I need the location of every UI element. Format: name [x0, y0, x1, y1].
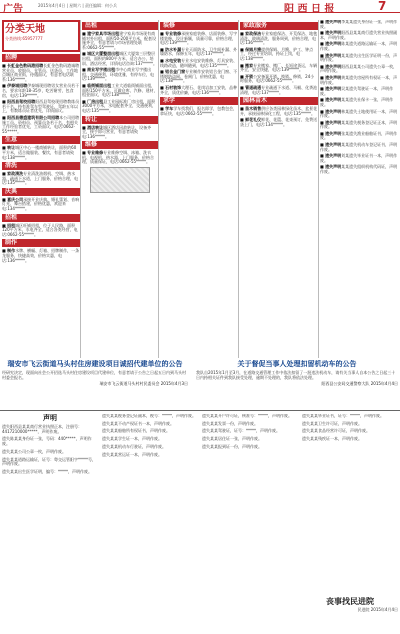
classified-item: [2, 198, 80, 212]
item-lead: ■ 遗失声明: [320, 97, 342, 103]
ad-photo: [90, 167, 150, 193]
lost-notices-column-4: [302, 414, 398, 614]
lost-notices-column-3: [202, 414, 298, 614]
lost-notice: 遗失某某卫生许可证，声明作废。: [302, 420, 362, 426]
item-text: 本公司招聘施工员、资料员、预算员各若干名，有相关工作经验者优先，工资面议，电话:0662-55*****。: [2, 114, 80, 134]
item-text: 刘某遗失毕业证书一本，声明作废。: [320, 153, 398, 163]
item-text: 城区中心一楼商铺转让，面积约60平方米，适合做服装、餐饮，有意者请致电:138*****。: [2, 145, 77, 160]
item-text: 伊泰城现招聘男女营业员若干名，要求年龄18-35岁，吃苦耐劳，包食宿，电话:139*****。: [2, 83, 80, 98]
classified-banner: [2, 20, 80, 52]
category-header: 求学: [160, 97, 238, 105]
item-text: 供应各类园林绿化苗木、盆景花卉，承接园林绿化工程，电话:135*****。: [240, 106, 318, 116]
item-text: 城区旺铺招租，位于人民路，面积120平方米，水电齐全，适合各类经营，电话:0662-55*****。: [2, 222, 78, 237]
item-text: 专业搬家、搬厂、长短途货运，车辆齐全，安全快捷，电话:139*****。: [240, 62, 318, 73]
classified-item: [320, 98, 398, 107]
lost-notice: 遗失某某税务登记证副本，税号：*****，声明作废。: [102, 414, 196, 418]
classified-item: [160, 86, 238, 95]
item-lead: ■ 石材装饰: [160, 84, 182, 90]
lost-notice: 遗失某某残疾证一本，声明作废。: [302, 436, 362, 442]
item-text: 某某遗失机动车登记证书，声明作废。: [320, 142, 398, 152]
item-lead: ■ 专业装修: [160, 31, 182, 36]
item-text: 吴某遗失驾驶证一本，声明作废。: [320, 86, 394, 96]
classified-column-5: [320, 20, 398, 358]
classified-column-4: [240, 20, 318, 358]
item-lead: ■ 招租: [2, 222, 16, 228]
section-name: 广告: [3, 4, 23, 15]
notice-signature: 阳西县公安局交通警察大队 2015年4月4日: [321, 381, 398, 387]
item-lead: ■ 家政清洗: [2, 171, 24, 177]
classified-column-2: [82, 20, 158, 358]
classified-item: [320, 110, 398, 119]
classified-item: [240, 32, 318, 46]
item-lead: ■ 鲜花礼仪: [240, 117, 262, 123]
lost-notice: 遗失某某道路运输证，证号：粤交运管阳字*****号，声明作废。: [2, 456, 96, 467]
item-text: 建宁家具市场现有商铺对外出租，面积50-200平方米，配套设施齐全，有意者请与市场管理处联系:0662-55*****。: [82, 31, 157, 50]
item-lead: ■ 遗失声明: [320, 30, 342, 36]
item-lead: ■ 阳西县驾校招聘: [2, 99, 36, 105]
masthead: 阳 西 日 报: [284, 4, 335, 15]
classified-item: [2, 224, 80, 238]
item-text: 学车找我们，报名即学，包教包会，拿证快，电话:0662-55*****。: [160, 106, 238, 116]
lost-notice: 遗失某某发票一份，声明作废。: [202, 420, 258, 426]
classified-item: [82, 126, 158, 140]
item-lead: ■ 遗失声明: [320, 20, 342, 24]
item-text: 专业制作安装铝合金门窗、不锈钢防盗网、卷闸门，价格优惠，电话:138*****。: [160, 69, 238, 84]
item-text: 林某遗失土地使用证一本，声明作废。: [320, 108, 398, 119]
category-header: 出租: [82, 22, 158, 30]
classified-item: [320, 87, 398, 96]
item-lead: ■ 城区大厦整层出租: [82, 51, 120, 57]
column-divider: [318, 20, 319, 358]
recruit-signature: 民进院 2015年4月4日: [357, 607, 398, 612]
item-lead: ■ 遗失声明: [320, 142, 342, 148]
classified-item: [240, 86, 318, 95]
lost-notice: 遗失陈某某身份证一张，号码：440*****，声明作废。: [2, 436, 92, 447]
classified-item: [240, 75, 318, 84]
classified-item: [2, 172, 80, 186]
item-text: 县工业园标准厂房出租，面积3000平方米，水电配套齐全，交通便利，电话:135*****。: [82, 98, 157, 113]
page-number: 7: [378, 0, 387, 13]
item-lead: ■ 建宁家具市场出租: [82, 31, 120, 36]
item-lead: ■ 商业写字楼出租: [82, 67, 116, 73]
classified-item: [82, 151, 158, 165]
notice-body: 经研究决定，现面向社会公开招选马头村住房建设项目代建单位，有意者请于公告之日起五日内到马头村村委会报名。: [2, 370, 186, 380]
item-lead: ■ 管道疏通: [240, 84, 262, 90]
notice-title: 瑞安市飞云街道马头村住房建设项目诚招代建单位的公告: [7, 360, 183, 368]
lost-notice: 遗失某某公司公章一枚，声明作废。: [2, 448, 66, 454]
classified-item: [2, 100, 80, 114]
lost-notice: 遗失某某报到证一份，声明作废。: [202, 443, 262, 449]
classified-item: [160, 59, 238, 68]
item-lead: ■ 伊泰城招聘: [2, 83, 28, 89]
classified-item: [320, 154, 398, 163]
item-lead: ■ 遗失声明: [320, 86, 342, 92]
item-lead: ■ 厂房出租: [82, 98, 104, 104]
page-header: [0, 0, 400, 13]
notice-title: 关于督促当事人处理扣留机动车的公告: [237, 360, 357, 368]
item-lead: ■ 搬家: [240, 62, 254, 68]
category-header: 招租: [2, 214, 80, 222]
classified-item: [320, 42, 398, 51]
item-lead: ■ 苗木销售: [240, 106, 262, 112]
item-text: 张某遗失渔业船舶证书，声明作废。: [320, 130, 398, 141]
lost-notice: 遗失某某出生医学证明，编号：*****，声明作废。: [2, 468, 92, 474]
column-divider: [158, 20, 159, 358]
item-text: 专业疏通下水道、马桶、化粪池清理，电话:137*****。: [240, 84, 318, 95]
item-lead: ■ 家政保洁: [240, 31, 262, 36]
item-text: 水牌、横幅、灯箱、招牌制作，一条龙服务，快捷高效，价格实惠，电话:136*****。: [2, 248, 80, 263]
item-text: 大理石、花岗岩加工安装，品种齐全，质优价廉，电话:136*****。: [160, 84, 238, 95]
item-lead: ■ 喜庆公司: [2, 196, 24, 202]
item-text: 承接家庭装修、店面装修、写字楼装修，设计新颖，质量可靠，价格合理，电话:139*****。: [160, 31, 238, 46]
classified-item: [82, 100, 158, 114]
notice-traffic: [196, 360, 398, 408]
category-header: 招聘: [2, 54, 80, 62]
item-text: 阳西县某某公司遗失公章一枚，声明作废。: [320, 63, 398, 74]
item-text: 专业水电安装维修、灯具安装、线路改造，随叫随到，电话:135*****。: [160, 57, 238, 68]
item-text: 鲜花、花篮、花束预订，免费送货上门，电话:134*****。: [240, 117, 318, 127]
classified-item: [2, 84, 80, 98]
item-text: 专业清洗油烟机、空调、热水器，疏通下水道，上门服务，价格合理，电话:135*****。: [2, 171, 78, 186]
classified-item: [82, 68, 158, 82]
item-text: 某某遗失社保卡一张，声明作废。: [320, 97, 394, 107]
lost-notice: 遗失某某食品经营许可证，声明作废。: [302, 428, 370, 434]
classified-item: [320, 54, 398, 63]
category-header: 庆典: [2, 188, 80, 196]
item-lead: ■ 铝合金门窗: [160, 69, 186, 75]
classified-column-1: [2, 20, 80, 358]
item-lead: ■ 长虹金色数码港招聘: [2, 63, 44, 68]
classified-item: [240, 48, 318, 62]
item-text: 城区酒店因故转让，设备齐全，接手即可营业，有意者请致电:136*****。: [82, 124, 152, 139]
classified-item: [320, 31, 398, 40]
notice-body: 我队自2015年1月至3月，在道路交通管理工作中依法扣留了一批违法机动车，请有关当事人自本公告之日起三十日内持相关证件到我队接受处理，逾期不处理的，我队将依法处理。: [196, 370, 396, 380]
classified-item: [2, 64, 80, 82]
classified-item: [82, 52, 158, 66]
item-lead: ■ 遗失声明: [320, 41, 342, 47]
lost-notices-column-2: [102, 414, 198, 614]
lost-notice: 遗失某某开户许可证，核准号：*****，声明作废。: [202, 414, 292, 418]
lost-notice: 遗失某某学生证一本，声明作废。: [102, 436, 162, 442]
lost-notice: 遗失某某驾驶证，证号：*****，声明作废。: [202, 428, 280, 434]
classified-item: [320, 20, 398, 29]
lost-notice: 遗失某某船舶所有权证书，声明作废。: [102, 428, 170, 434]
category-header: 转让: [82, 116, 158, 124]
section-rule: [0, 410, 400, 411]
lost-notice: 遗失某某不动产权证书一本，声明作废。: [102, 420, 174, 426]
item-lead: ■ 遗失声明: [320, 108, 342, 114]
classified-item: [2, 249, 80, 263]
banner-phone: 分类热线:65957777: [5, 36, 43, 41]
notice-construction: [2, 360, 188, 408]
classified-item: [240, 107, 318, 116]
classified-item: [320, 165, 398, 174]
item-lead: ■ 阳西县德盛建筑有限公司招聘: [2, 114, 60, 120]
classified-item: [320, 132, 398, 141]
item-lead: ■ 水电安装: [160, 57, 182, 63]
item-text: 某某遗失出生医学证明一份，声明作废。: [320, 52, 398, 63]
lost-notice: 遗失某某机动车行驶证，声明作废。: [102, 443, 166, 449]
banner-title: 分类天地: [5, 24, 45, 35]
recruit-title: 丧事找民进院: [326, 597, 374, 606]
column-divider: [238, 20, 239, 358]
item-lead: ■ 制作: [2, 248, 16, 254]
classified-item: [320, 143, 398, 152]
item-text: 李某某遗失身份证一张，声明作废。: [320, 20, 398, 29]
classified-item: [320, 65, 398, 74]
item-lead: ■ 学车: [160, 106, 174, 112]
item-text: 阳西县驾校现招聘教练员若干名，持有准驾车型驾驶证，驾龄五年以上，有教练员证者优先，详情面议。: [2, 99, 80, 114]
item-lead: ■ 酒店转让: [82, 124, 104, 130]
classified-column-3: [160, 20, 238, 358]
category-header: 生意: [2, 136, 80, 144]
category-header: 装修: [160, 22, 238, 30]
item-text: 市中心商业写字楼出租，交通便利，环境优雅，有停车位，电话:139*****。: [82, 67, 154, 82]
item-lead: ■ 临街铺面出租: [82, 82, 112, 88]
item-lead: ■ 遗失声明: [320, 164, 342, 170]
classified-item: [2, 116, 80, 134]
category-header: 制作: [2, 239, 80, 247]
classified-item: [82, 32, 158, 50]
item-text: 某某遗失组织机构代码证，声明作废。: [320, 164, 398, 175]
item-text: 陈某遗失道路运输证一本，声明作废。: [320, 41, 398, 51]
issue-info: 2015年4月4日 | 星期六 | 责任编辑：何小兵: [38, 3, 118, 8]
classified-item: [160, 107, 238, 116]
item-text: 提供保姆、月嫂、护工、钟点工，经过专业培训，持证上岗，电话:138*****。: [240, 46, 314, 61]
column-divider: [80, 20, 81, 358]
category-header: 清洗: [2, 162, 80, 170]
classified-item: [160, 70, 238, 84]
item-lead: ■ 转让: [2, 145, 16, 151]
item-text: 承接开业庆典、婚礼策划、音响灯光、舞台搭建，价格优惠，欢迎来电:134*****。: [2, 196, 80, 212]
item-lead: ■ 遗失声明: [320, 119, 342, 125]
item-lead: ■ 遗失声明: [320, 130, 342, 136]
category-header: 维修: [82, 141, 158, 149]
lost-notice: 遗失某某营运证一本，声明作废。: [102, 451, 162, 457]
item-lead: ■ 遗失声明: [320, 153, 342, 159]
notice-heading: 声明: [43, 414, 57, 422]
item-text: 城区大厦第三层整层出租，面积约800平方米，适合办公、培训、酒店经营，详情电话咨询:137*****。: [82, 51, 157, 66]
category-header: 家政服务: [240, 22, 318, 30]
lost-notice: 遗失阳西县某某商行营业执照正本，注册号：4417210000*****，声明作废。: [2, 424, 82, 434]
classified-item: [2, 146, 80, 160]
category-header: 园林苗木: [240, 97, 318, 105]
item-text: 专业维修空调、冰箱、洗衣机、电视机、热水器，上门服务，价格合理，质量保证，电话:0662-55*****。: [82, 150, 154, 165]
item-lead: ■ 专业维修: [82, 150, 104, 156]
item-text: 某某遗失税务登记证正本，声明作废。: [320, 119, 398, 130]
lost-notice: 遗失某某毕业证书，证号：*****，声明作废。: [302, 414, 384, 418]
item-lead: ■ 保姆月嫂: [240, 46, 262, 52]
item-lead: ■ 遗失声明: [320, 63, 342, 69]
classified-item: [82, 84, 158, 98]
item-text: 公安备案开锁、换锁、修锁，24小时服务，电话:0662-55*****。: [240, 73, 315, 84]
classified-item: [320, 121, 398, 130]
item-text: 阳西县某某商行遗失营业执照副本，声明作废。: [320, 30, 398, 40]
item-lead: ■ 防水补漏: [160, 46, 182, 52]
item-text: 长虹金色数码港诚聘营业员、收银员、仓管员、送货员，工作地点城区商业街，待遇面议，有意者电话联系:136*****。: [2, 63, 80, 82]
notice-signature: 瑞安市飞云街道马头村村民委员会 2015年4月3日: [99, 381, 188, 387]
lost-notice: 遗失某某居住证一张，声明作废。: [202, 436, 262, 442]
item-lead: ■ 遗失声明: [320, 52, 342, 58]
lost-notices-column-1: [2, 414, 98, 614]
classified-item: [240, 64, 318, 73]
classified-item: [160, 48, 238, 57]
item-lead: ■ 遗失声明: [320, 74, 342, 80]
item-lead: ■ 开锁: [240, 73, 254, 79]
item-text: 工业大道临街铺面出租，面积150平方米，可做仓库、汽修、建材，租金面议，电话:138*****。: [82, 82, 158, 98]
classified-item: [160, 32, 238, 46]
item-text: 专业家庭保洁、开荒保洁、地毯清洗、玻璃清洗，服务周到，价格合理，电话:136*****。: [240, 31, 318, 46]
classified-item: [320, 76, 398, 85]
item-text: 黄某遗失房屋所有权证一本，声明作废。: [320, 74, 398, 85]
classified-item: [240, 118, 318, 127]
item-text: 专业天面防水、卫生间补漏、外墙防水，保修五年，电话:137*****。: [160, 46, 238, 57]
